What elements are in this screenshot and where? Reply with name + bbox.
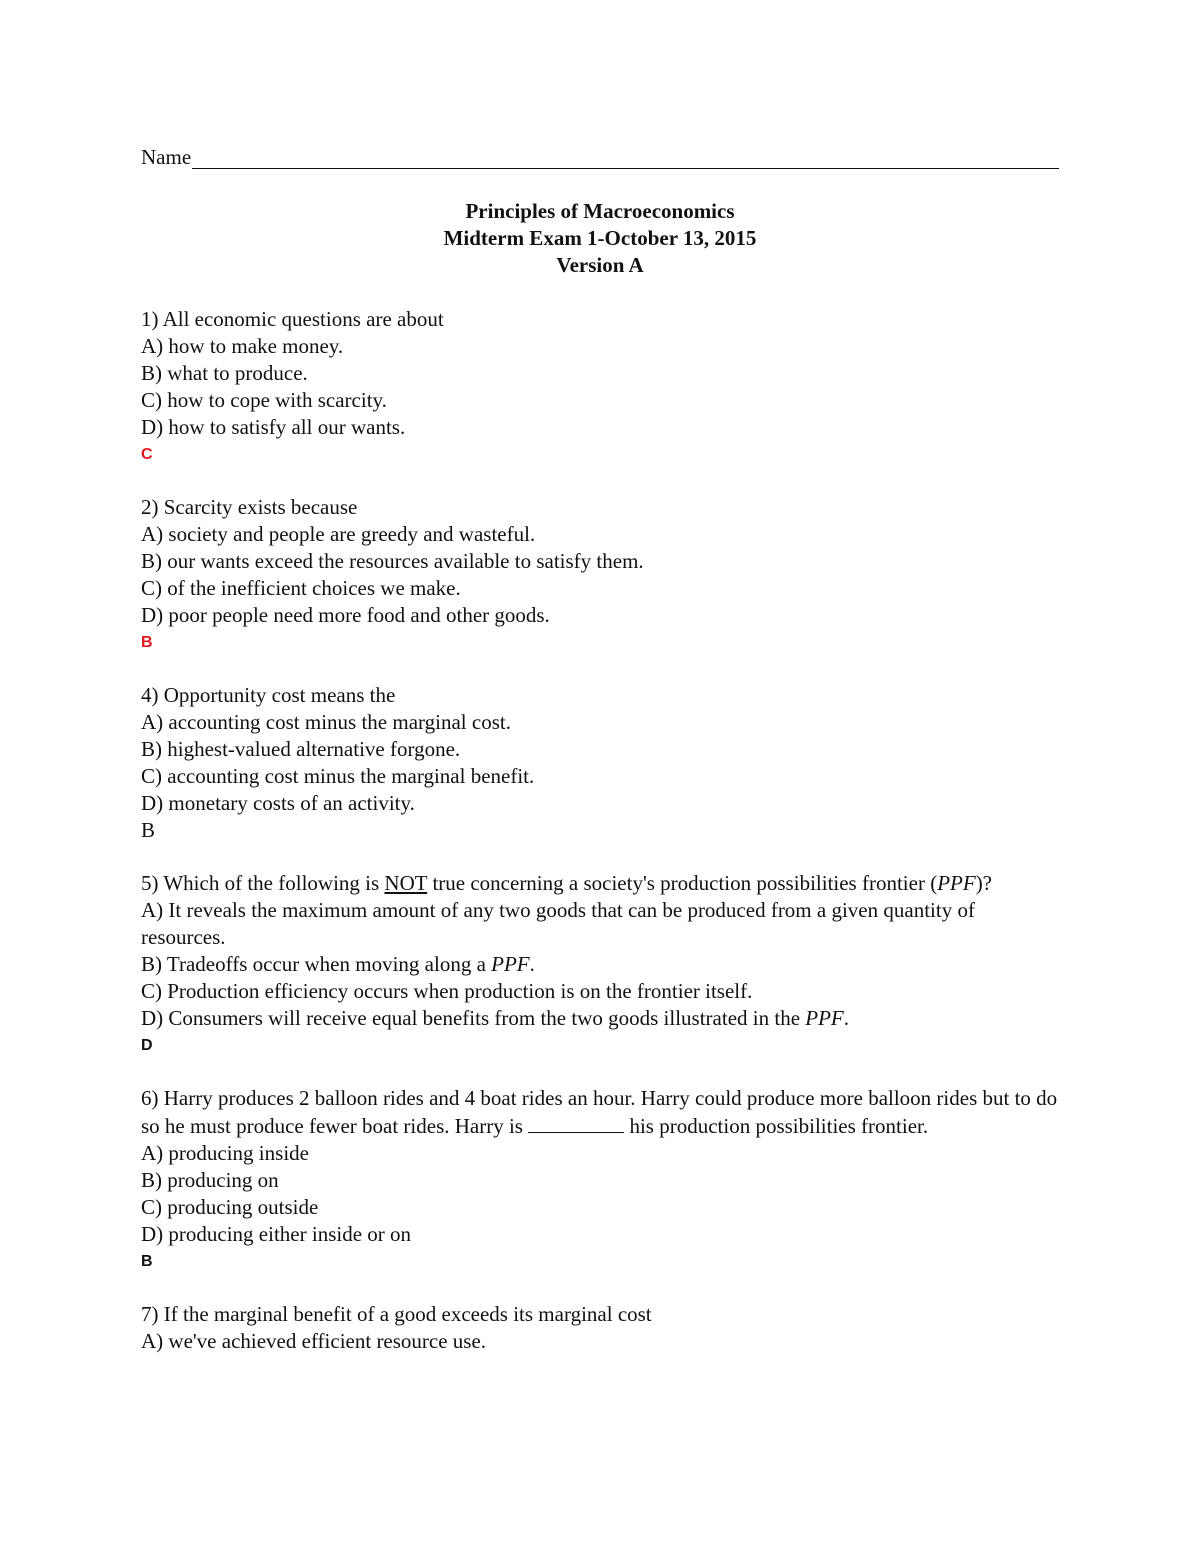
ppf-term: PPF [805, 1006, 844, 1030]
stem-part: his production possibilities frontier. [624, 1114, 929, 1138]
name-label: Name [141, 145, 192, 169]
answer-key: B [141, 1253, 153, 1270]
stem-part: true concerning a society's production possibilities frontier ( [427, 871, 938, 895]
emphasis-not: NOT [384, 871, 428, 895]
question-stem: 1) All economic questions are about [141, 307, 444, 331]
question-stem: 4) Opportunity cost means the [141, 683, 396, 707]
option-d [141, 1005, 1061, 1032]
ppf-term: PPF [491, 952, 530, 976]
option-d: D) producing either inside or on [141, 1222, 412, 1246]
question-2 [141, 494, 1061, 656]
option-a: A) we've achieved efficient resource use. [141, 1329, 487, 1353]
question-stem: 2) Scarcity exists because [141, 495, 358, 519]
stem-part: 6) Harry produces 2 balloon rides and 4 boat rides an hour. Harry could produce more balloon rides but to do so he must produce fewer boat rides. Harry is [141, 1086, 1058, 1138]
stem-part: )? [975, 871, 993, 895]
option-c: C) accounting cost minus the marginal benefit. [141, 764, 535, 788]
exam-title: Midterm Exam 1-October 13, 2015 [443, 226, 757, 250]
question-stem [141, 1085, 1061, 1140]
option-a: A) producing inside [141, 1141, 309, 1165]
option-a: A) accounting cost minus the marginal cost. [141, 710, 511, 734]
option-b [141, 951, 1061, 978]
question-stem: 7) If the marginal benefit of a good exceeds its marginal cost [141, 1302, 652, 1326]
question-6 [141, 1085, 1061, 1275]
option-d: D) monetary costs of an activity. [141, 791, 415, 815]
course-title: Principles of Macroeconomics [465, 199, 735, 223]
option-part: B) Tradeoffs occur when moving along a [141, 952, 492, 976]
option-a: A) It reveals the maximum amount of any two goods that can be produced from a given quantity of resources. [141, 898, 975, 949]
question-7 [141, 1301, 1061, 1355]
option-b: B) producing on [141, 1168, 279, 1192]
option-b: B) highest-valued alternative forgone. [141, 737, 461, 761]
option-d: D) poor people need more food and other goods. [141, 603, 550, 627]
fill-in-blank [528, 1112, 624, 1133]
option-c: C) producing outside [141, 1195, 319, 1219]
option-part: . [843, 1006, 849, 1030]
question-stem [141, 870, 1061, 897]
option-d: D) how to satisfy all our wants. [141, 415, 406, 439]
answer-key: B [141, 818, 156, 842]
question-1 [141, 306, 1061, 468]
ppf-term: PPF [937, 871, 976, 895]
question-list [141, 306, 1061, 1381]
option-c: C) Production efficiency occurs when production is on the frontier itself. [141, 979, 753, 1003]
option-a: A) how to make money. [141, 334, 344, 358]
exam-header [0, 198, 1200, 279]
option-part: D) Consumers will receive equal benefits from the two goods illustrated in the [141, 1006, 806, 1030]
option-b: B) what to produce. [141, 361, 308, 385]
name-blank-line[interactable] [192, 146, 1059, 169]
name-field-row [141, 145, 1059, 169]
answer-key: B [141, 634, 153, 651]
exam-version: Version A [556, 253, 644, 277]
option-part: . [529, 952, 535, 976]
option-a: A) society and people are greedy and wasteful. [141, 522, 536, 546]
option-c: C) how to cope with scarcity. [141, 388, 387, 412]
question-4 [141, 682, 1061, 844]
option-c: C) of the inefficient choices we make. [141, 576, 461, 600]
question-5 [141, 870, 1061, 1059]
answer-key: D [141, 1037, 153, 1054]
option-b: B) our wants exceed the resources available to satisfy them. [141, 549, 644, 573]
answer-key: C [141, 446, 153, 463]
stem-part: 5) Which of the following is [141, 871, 385, 895]
